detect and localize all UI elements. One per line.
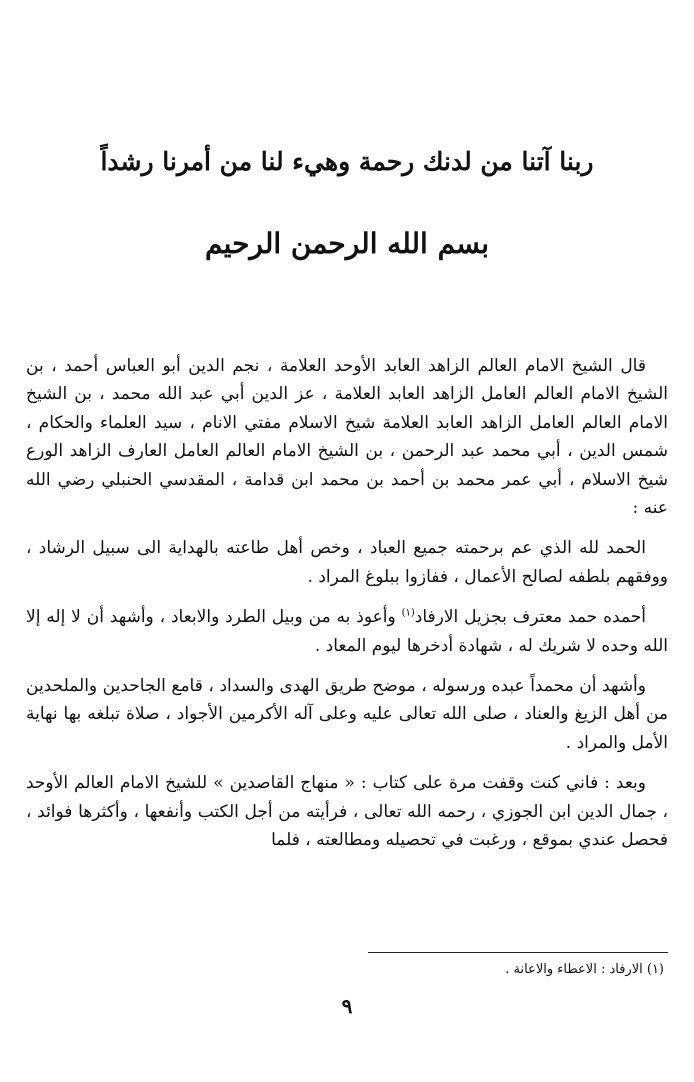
paragraph-introduction: قال الشيخ الامام العالم الزاهد العابد الأوحد العلامة ، نجم الدين أبو العباس أحمد ، بن الشيخ الامام العالم العامل الزاهد العابد العلامة ، عز الدين أبي عبد الله محمد ، بن الشيخ الامام العالم العامل الزاهد العابد العلامة شيخ الاسلام مفتي الانام ، سيد العلماء والحكام ، شمس الدين ، أبي محمد عبد الرحمن ، بن الشيخ الامام العالم العامل العارف الزاهد الورع شيخ الاسلام ، أبي عمر محمد بن أحمد بن محمد ابن قدامة ، المقدسي الحنبلي رضي الله عنه : xyxy=(26,356,668,519)
footnote: (١) الارفاد : الاعطاء والاعانة . xyxy=(505,962,664,977)
basmala-heading: بسم الله الرحمن الرحيم xyxy=(205,227,489,260)
quran-verse-heading: ربنا آتنا من لدنك رحمة وهيء لنا من أمرنا رشداً xyxy=(100,147,594,176)
paragraph-praise: الحمد لله الذي عم برحمته جميع العباد ، وخص أهل طاعته بالهداية الى سبيل الرشاد ، ووفقهم بلطفه لصالح الأعمال ، ففازوا ببلوغ المراد . xyxy=(26,538,668,587)
page-number: ٩ xyxy=(341,994,353,1018)
paragraph-testimony xyxy=(26,603,668,660)
main-text xyxy=(26,352,668,855)
paragraph-prophet: وأشهد أن محمداً عبده ورسوله ، موضح طريق الهدى والسداد ، قامع الجاحدين والملحدين من أهل الزيغ والعناد ، صلى الله تعالى عليه وعلى آله الأكرمين الأجواد ، صلاة تبلغه بها نهاية الأمل والمراد . xyxy=(26,676,668,753)
paragraph-testimony-part-2: وأعوذ به من وبيل الطرد والابعاد ، وأشهد أن لا إله إلا الله وحده لا شريك له ، شهادة أدخرها ليوم المعاد . xyxy=(26,607,668,656)
footnote-marker: (١) xyxy=(401,607,415,619)
paragraph-testimony-part-1: أحمده حمد معترف بجزيل الارفاد xyxy=(414,607,647,628)
paragraph-book-introduction: وبعد : فاني كنت وقفت مرة على كتاب : « منهاج القاصدين » للشيخ الامام العالم الأوحد ، جمال الدين ابن الجوزي ، رحمه الله تعالى ، فرأيته من أجل الكتب وأنفعها ، وأكثرها فوائد ، فحصل عندي بموقع ، ورغبت في تحصيله ومطالعته ، فلما xyxy=(26,773,668,851)
footnote-divider xyxy=(368,952,668,953)
